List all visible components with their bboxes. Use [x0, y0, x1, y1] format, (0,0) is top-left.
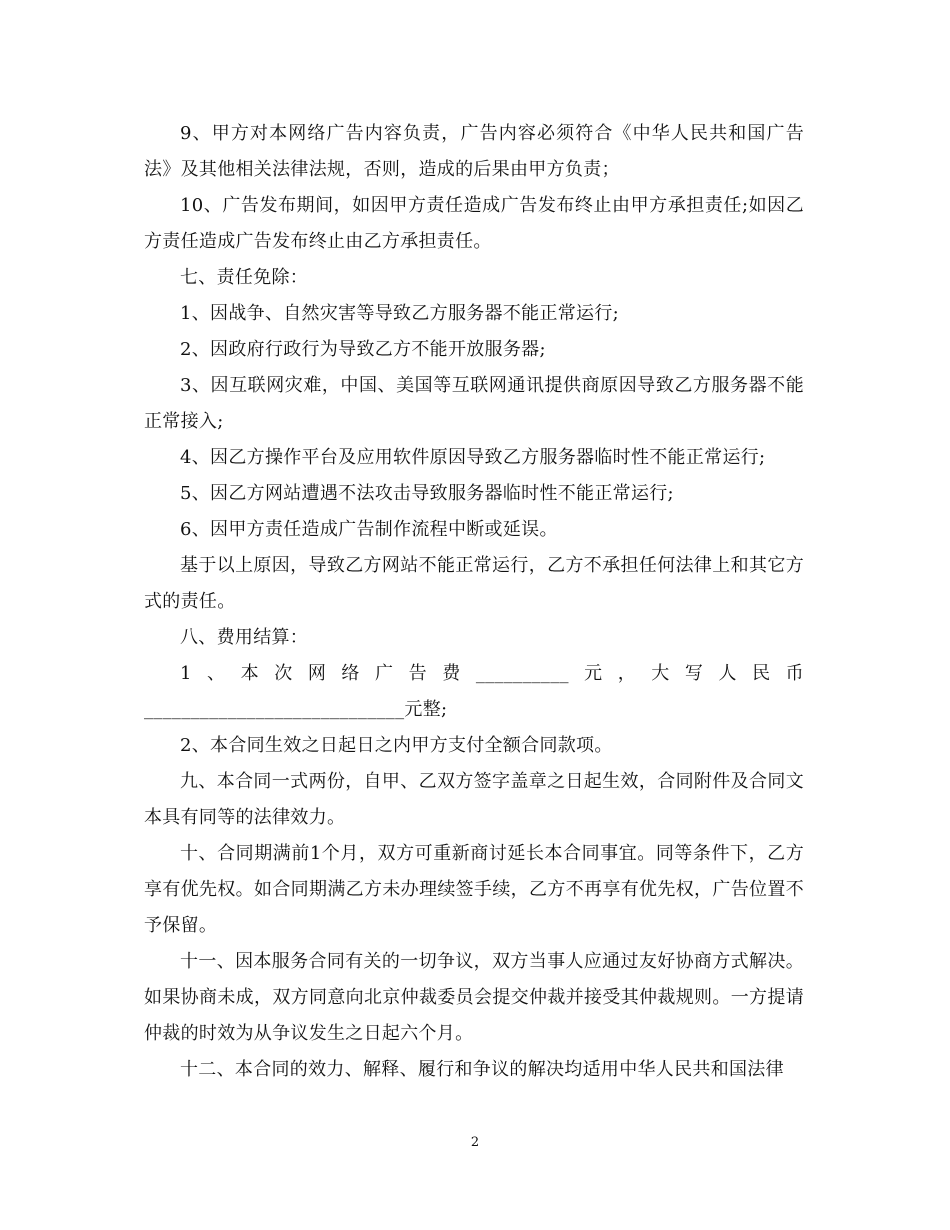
page-number: 2 [470, 1135, 480, 1150]
paragraph-exemption-5: 5、因乙方网站遭遇不法攻击导致服务器临时性不能正常运行; [180, 483, 674, 504]
paragraph-fee-1: 1、本次网络广告费__________元，大写人民币____________________________元整; [144, 663, 804, 720]
paragraph-exemption-6: 6、因甲方责任造成广告制作流程中断或延误。 [180, 519, 558, 540]
paragraph-exemption-1: 1、因战争、自然灾害等导致乙方服务器不能正常运行; [180, 303, 620, 324]
paragraph-exemption-2: 2、因政府行政行为导致乙方不能开放服务器; [180, 339, 546, 360]
paragraph-exemption-3: 3、因互联网灾难，中国、美国等互联网通讯提供商原因导致乙方服务器不能正常接入; [144, 375, 804, 432]
paragraph-exemption-summary: 基于以上原因，导致乙方网站不能正常运行，乙方不承担任何法律上和其它方式的责任。 [144, 555, 804, 612]
section-heading-liability-exemption: 七、责任免除： [180, 267, 309, 288]
paragraph-clause-twelve: 十二、本合同的效力、解释、履行和争议的解决均适用中华人民共和国法律 [180, 1059, 784, 1080]
section-heading-fee-settlement: 八、费用结算： [180, 627, 309, 648]
paragraph-clause-10: 10、广告发布期间，如因甲方责任造成广告发布终止由甲方承担责任;如因乙方责任造成广告发布终止由乙方承担责任。 [144, 195, 804, 252]
paragraph-clause-9: 9、甲方对本网络广告内容负责，广告内容必须符合《中华人民共和国广告法》及其他相关法律法规，否则，造成的后果由甲方负责； [144, 123, 804, 180]
paragraph-clause-nine: 九、本合同一式两份，自甲、乙双方签字盖章之日起生效，合同附件及合同文本具有同等的法律效力。 [144, 771, 804, 828]
document-body [144, 116, 804, 1088]
paragraph-exemption-4: 4、因乙方操作平台及应用软件原因导致乙方服务器临时性不能正常运行; [180, 447, 766, 468]
paragraph-clause-eleven: 十一、因本服务合同有关的一切争议，双方当事人应通过友好协商方式解决。如果协商未成，双方同意向北京仲裁委员会提交仲裁并接受其仲裁规则。一方提请仲裁的时效为从争议发生之日起六个月。 [144, 951, 804, 1044]
paragraph-clause-ten: 十、合同期满前1个月，双方可重新商讨延长本合同事宜。同等条件下，乙方享有优先权。如合同期满乙方未办理续签手续，乙方不再享有优先权，广告位置不予保留。 [144, 843, 804, 936]
paragraph-fee-2: 2、本合同生效之日起日之内甲方支付全额合同款项。 [180, 735, 613, 756]
